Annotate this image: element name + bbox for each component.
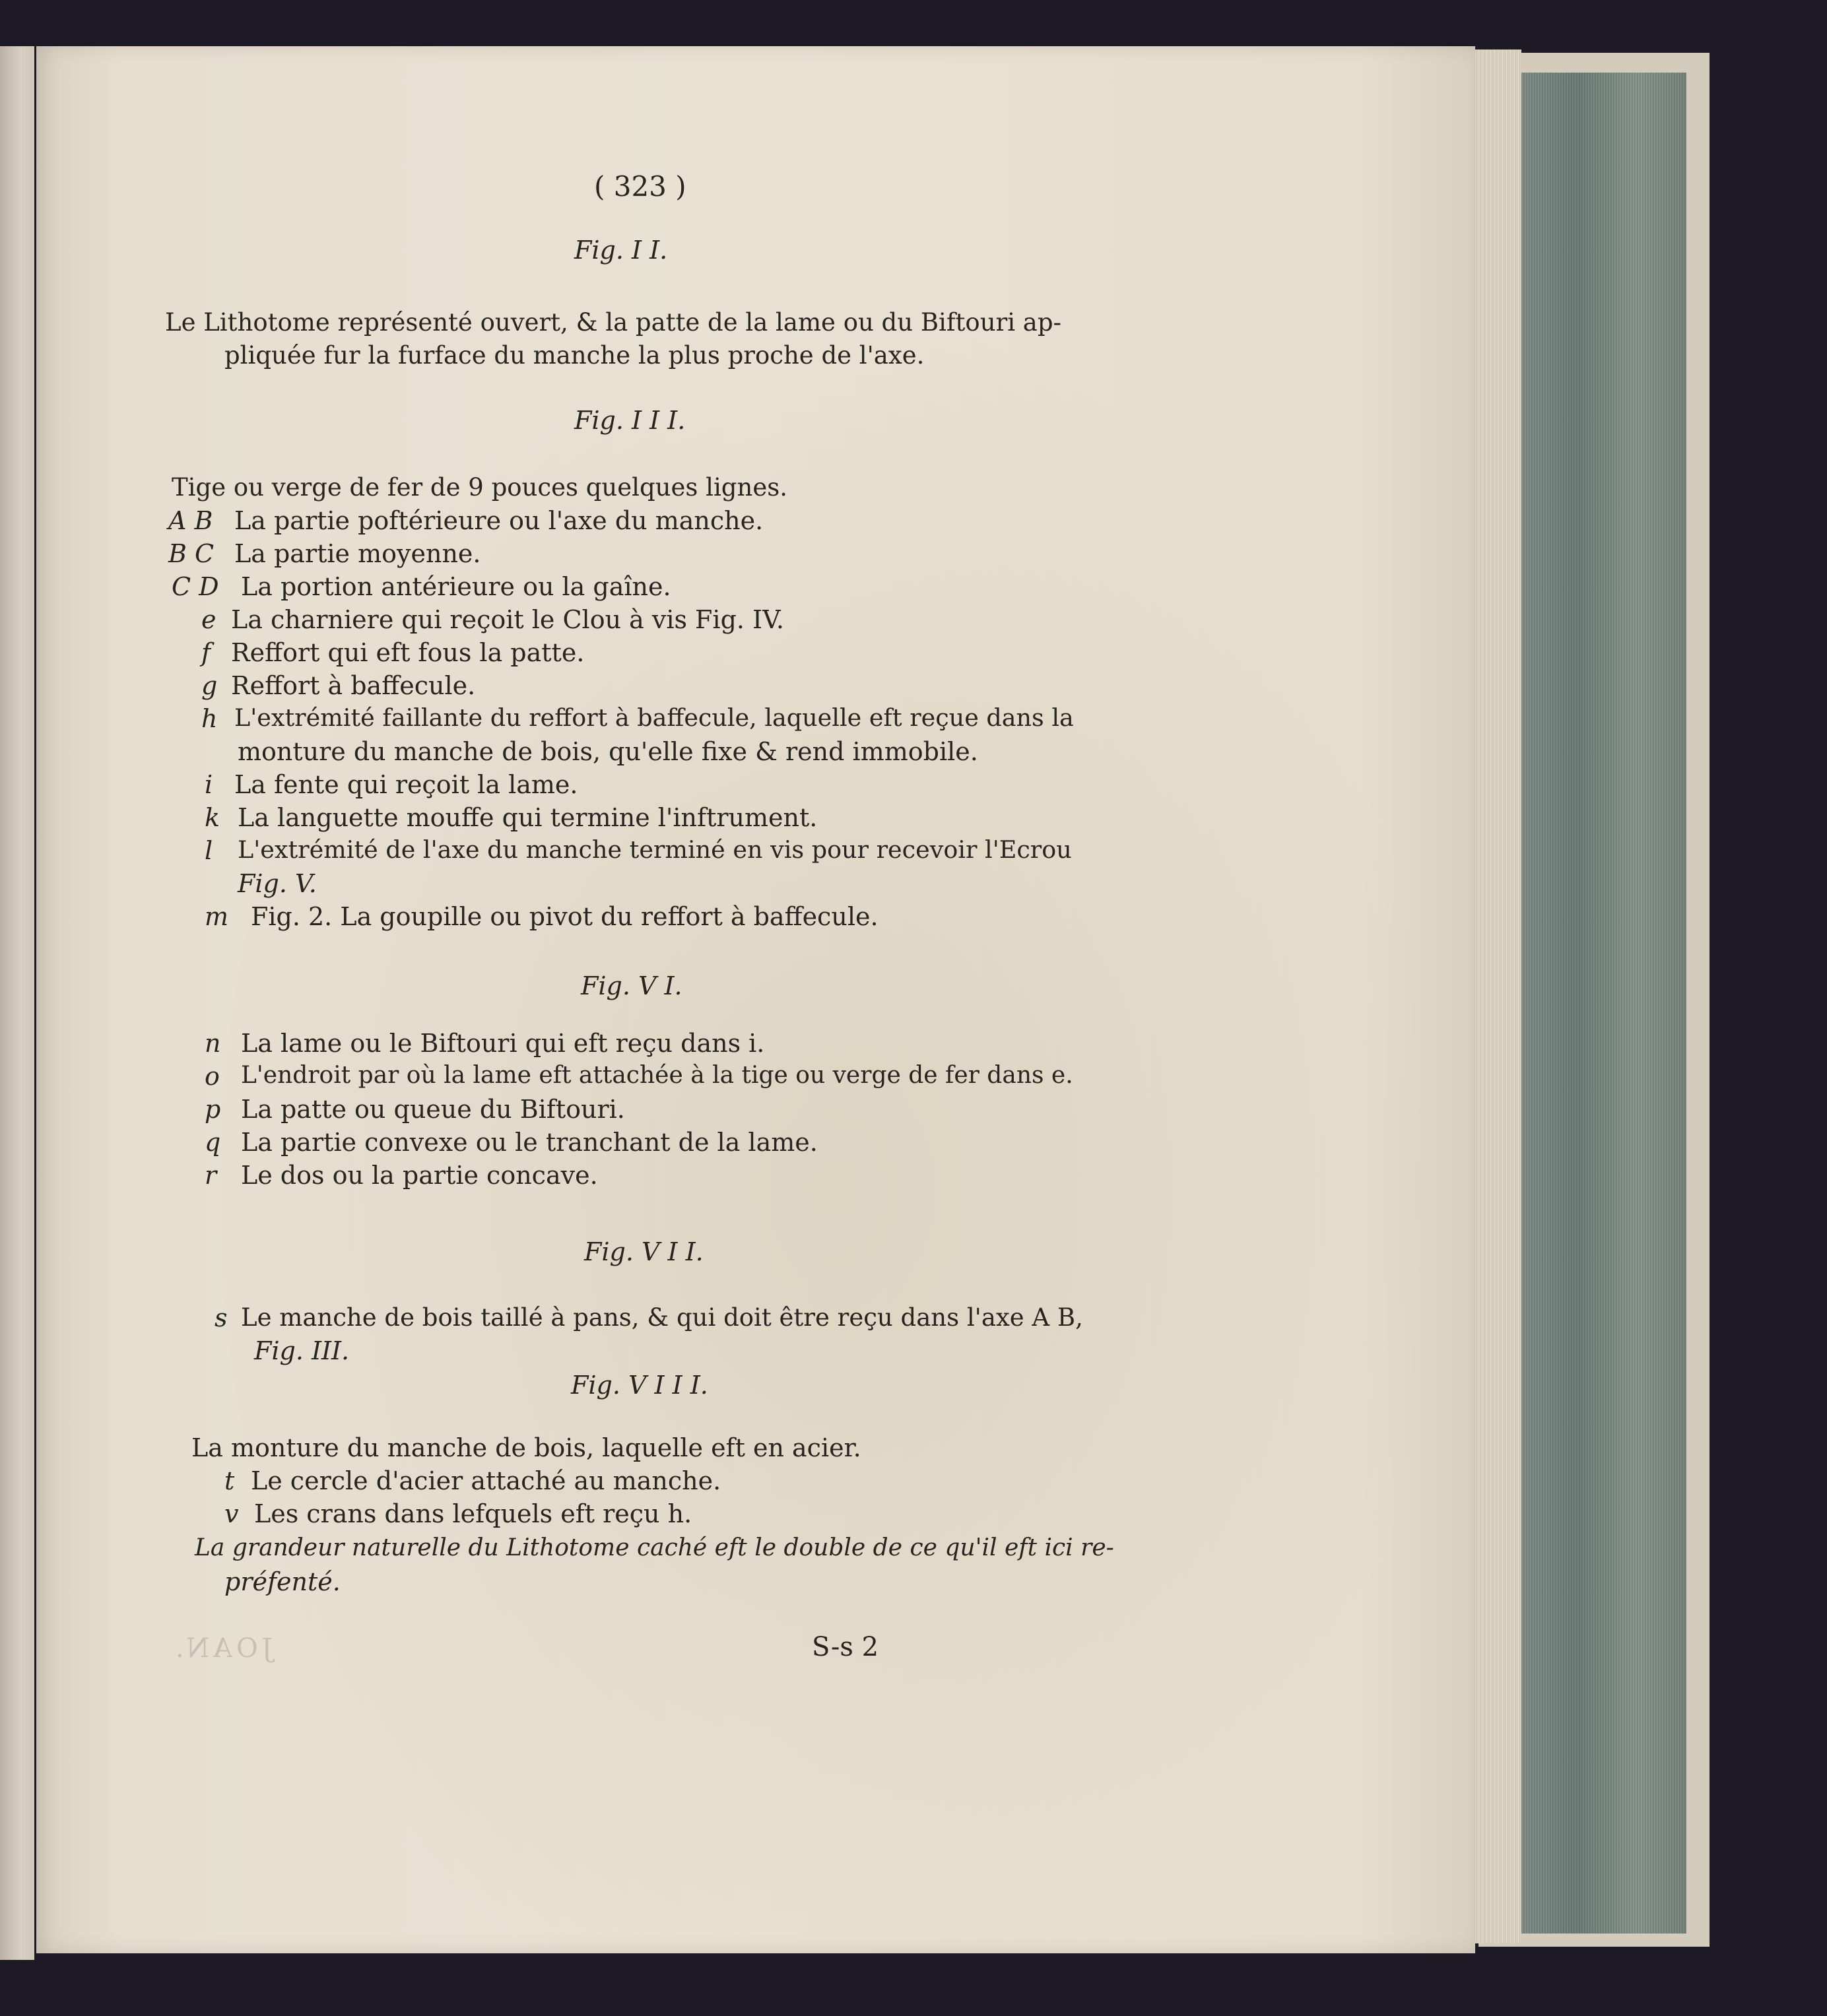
fig6-heading: Fig. V I. [581, 971, 682, 1000]
legend-text: Le dos ou la partie concave. [241, 1161, 598, 1190]
book-page [36, 46, 1475, 1953]
legend-text: Le cercle d'acier attaché au manche. [251, 1466, 721, 1495]
legend-key: p [205, 1095, 221, 1124]
fig3-heading: Fig. I I I. [574, 406, 686, 435]
legend-key: i [205, 770, 213, 799]
legend-text: L'endroit par où la lame eft attachée à la tige ou verge de fer dans e. [241, 1062, 1073, 1089]
fig8-heading: Fig. V I I I. [571, 1371, 708, 1400]
legend-key: f [201, 638, 211, 667]
fig2-line2: pliquée fur la furface du manche la plus proche de l'axe. [224, 341, 925, 370]
show-through-text: JOAN. [172, 1633, 273, 1664]
legend-key: o [205, 1062, 220, 1091]
legend-text: La partie poftérieure ou l'axe du manche. [234, 506, 764, 535]
legend-text: La portion antérieure ou la gaîne. [241, 572, 671, 601]
legend-key: m [205, 902, 229, 931]
signature-mark: S-s 2 [812, 1632, 879, 1662]
legend-key: t [224, 1466, 235, 1495]
fig8-intro: La monture du manche de bois, laquelle eft en acier. [191, 1433, 861, 1462]
legend-key: k [205, 803, 220, 832]
fig2-heading: Fig. I I. [574, 236, 668, 265]
sprinkled-fore-edge [1518, 73, 1686, 1934]
legend-key: C D [172, 572, 219, 601]
legend-text: Les crans dans lefquels eft reçu h. [254, 1499, 692, 1528]
previous-page-edge [0, 46, 34, 1960]
fig7-heading: Fig. V I I. [584, 1237, 704, 1266]
legend-text: Reffort à baffecule. [231, 671, 476, 700]
legend-text: L'extrémité de l'axe du manche terminé en vis pour recevoir l'Ecrou [238, 835, 1072, 864]
legend-key: l [205, 836, 213, 865]
legend-text: La patte ou queue du Biftouri. [241, 1095, 625, 1124]
legend-text: Fig. 2. La goupille ou pivot du reffort à baffecule. [251, 902, 879, 931]
legend-text: La languette mouffe qui termine l'inftrument. [238, 803, 818, 832]
fig8-note-line2: préfenté. [224, 1567, 341, 1596]
legend-text-continued: Fig. V. [238, 869, 317, 898]
legend-key: B C [168, 539, 215, 568]
legend-key: h [201, 704, 218, 733]
legend-key: n [205, 1029, 221, 1058]
legend-text: La partie convexe ou le tranchant de la lame. [241, 1128, 818, 1157]
fig2-line1: Le Lithotome représenté ouvert, & la patte de la lame ou du Biftouri ap- [165, 308, 1062, 337]
legend-text: Reffort qui eft fous la patte. [231, 638, 585, 667]
legend-key: v [224, 1499, 239, 1528]
legend-key: q [205, 1128, 221, 1157]
legend-key: A B [168, 506, 213, 535]
fig7-key: s [215, 1303, 228, 1332]
legend-text: La lame ou le Biftouri qui eft reçu dans i. [241, 1029, 765, 1058]
legend-text: La partie moyenne. [234, 539, 481, 568]
legend-key: r [205, 1161, 217, 1190]
fig8-note-line1: La grandeur naturelle du Lithotome caché eft le double de ce qu'il eft ici re- [195, 1534, 1114, 1561]
legend-text: La fente qui reçoit la lame. [234, 770, 578, 799]
fig7-line1: Le manche de bois taillé à pans, & qui doit être reçu dans l'axe A B, [241, 1303, 1083, 1332]
fig3-intro: Tige ou verge de fer de 9 pouces quelques lignes. [172, 473, 787, 502]
legend-text-continued: monture du manche de bois, qu'elle fixe & rend immobile. [238, 737, 978, 766]
legend-text: L'extrémité faillante du reffort à baffecule, laquelle eft reçue dans la [234, 703, 1074, 732]
fig7-line2: Fig. III. [254, 1336, 350, 1365]
page-number: ( 323 ) [594, 170, 686, 203]
legend-key: e [201, 605, 216, 634]
legend-text: La charniere qui reçoit le Clou à vis Fig. IV. [231, 605, 784, 634]
legend-key: g [201, 671, 218, 700]
page-stack-edge [1469, 49, 1521, 1943]
